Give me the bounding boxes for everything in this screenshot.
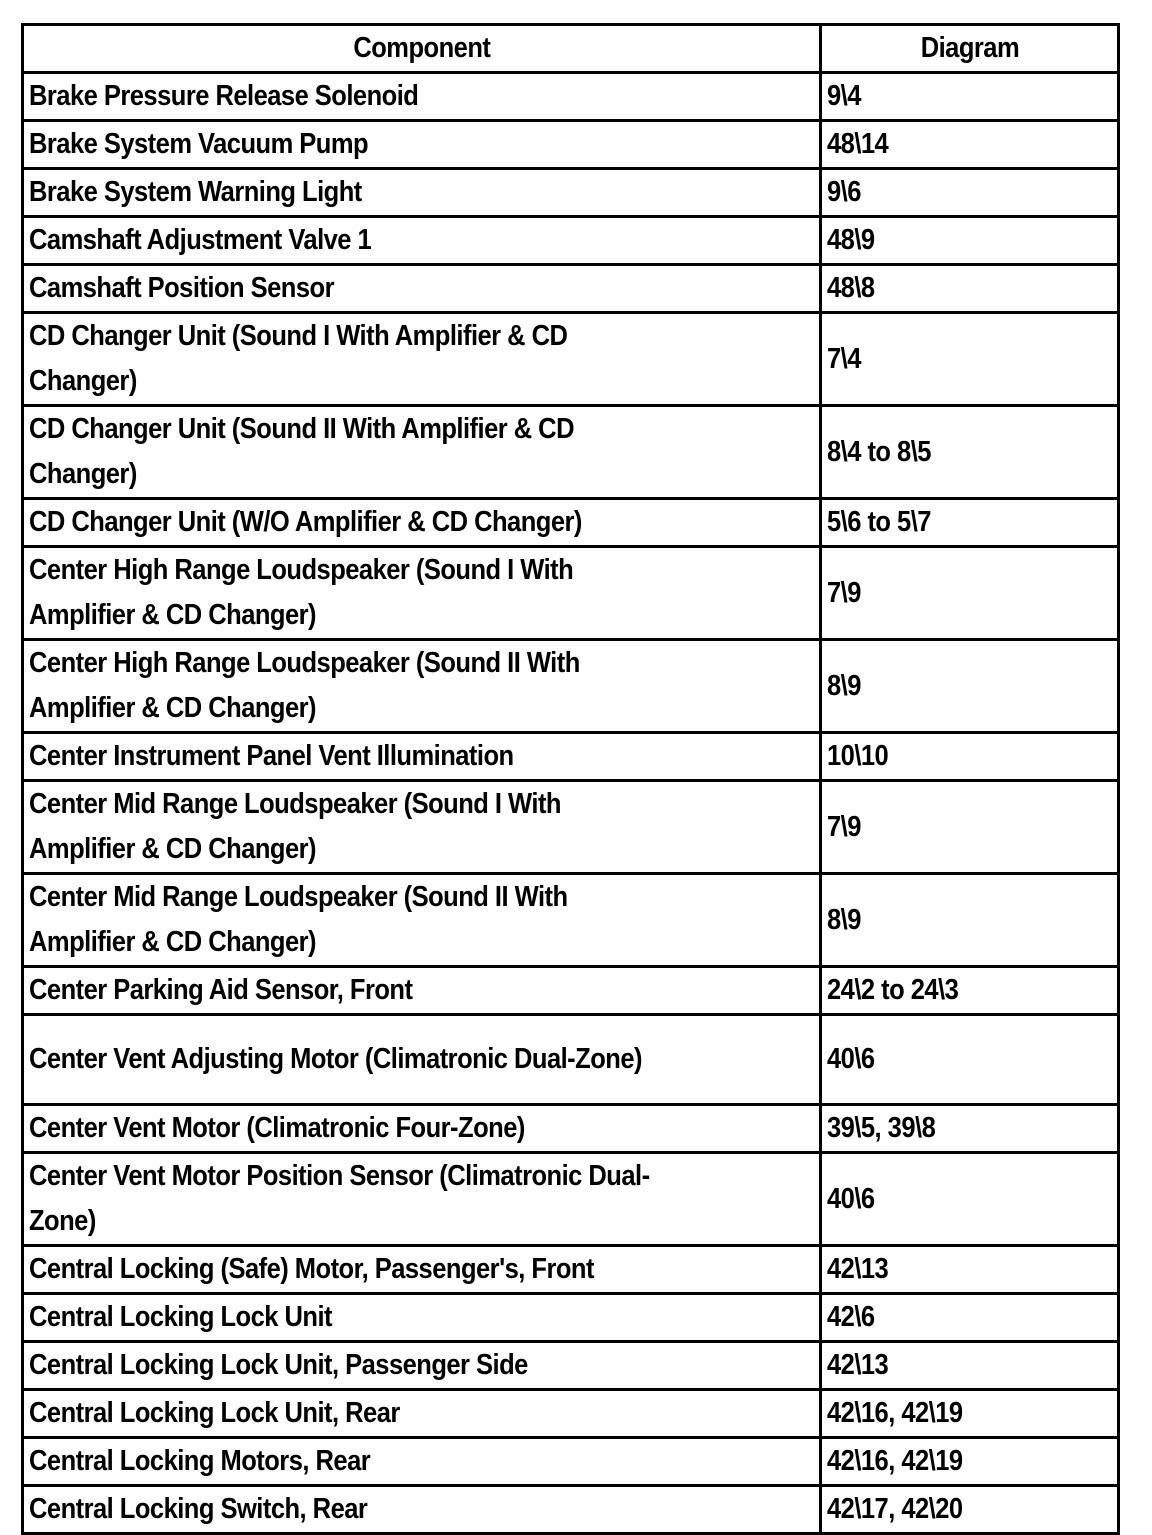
diagram-cell: 5\6 to 5\7 xyxy=(821,499,1119,547)
table-row xyxy=(23,499,1119,547)
table-row xyxy=(23,73,1119,121)
diagram-cell: 42\16, 42\19 xyxy=(821,1390,1119,1438)
table-row xyxy=(23,1246,1119,1294)
table-row xyxy=(23,1486,1119,1534)
table-row xyxy=(23,313,1119,406)
diagram-cell: 8\4 to 8\5 xyxy=(821,406,1119,499)
table-row xyxy=(23,547,1119,640)
component-cell: Center Vent Motor (Climatronic Four-Zone) xyxy=(23,1105,821,1153)
diagram-cell: 7\9 xyxy=(821,547,1119,640)
component-cell: Center Vent Motor Position Sensor (Climatronic Dual- Zone) xyxy=(23,1153,821,1246)
table-row xyxy=(23,1153,1119,1246)
diagram-cell: 8\9 xyxy=(821,640,1119,733)
diagram-cell: 7\9 xyxy=(821,781,1119,874)
diagram-cell: 40\6 xyxy=(821,1153,1119,1246)
diagram-cell: 9\4 xyxy=(821,73,1119,121)
diagram-cell: 48\8 xyxy=(821,265,1119,313)
table-row xyxy=(23,733,1119,781)
table-row xyxy=(23,640,1119,733)
table-row xyxy=(23,1015,1119,1105)
component-cell: Center Parking Aid Sensor, Front xyxy=(23,967,821,1015)
table-row xyxy=(23,1390,1119,1438)
diagram-cell: 24\2 to 24\3 xyxy=(821,967,1119,1015)
component-cell: Center Instrument Panel Vent Illumination xyxy=(23,733,821,781)
diagram-cell: 8\9 xyxy=(821,874,1119,967)
component-cell: Camshaft Adjustment Valve 1 xyxy=(23,217,821,265)
diagram-cell: 39\5, 39\8 xyxy=(821,1105,1119,1153)
diagram-cell: 7\4 xyxy=(821,313,1119,406)
component-cell: Brake System Vacuum Pump xyxy=(23,121,821,169)
component-cell: CD Changer Unit (Sound II With Amplifier & CD Changer) xyxy=(23,406,821,499)
table-row xyxy=(23,406,1119,499)
component-cell: Brake Pressure Release Solenoid xyxy=(23,73,821,121)
diagram-cell: 9\6 xyxy=(821,169,1119,217)
component-cell: Central Locking Lock Unit, Rear xyxy=(23,1390,821,1438)
diagram-cell: 10\10 xyxy=(821,733,1119,781)
component-cell: Brake System Warning Light xyxy=(23,169,821,217)
diagram-cell: 40\6 xyxy=(821,1015,1119,1105)
component-cell: Central Locking Switch, Rear xyxy=(23,1486,821,1534)
diagram-cell: 42\16, 42\19 xyxy=(821,1438,1119,1486)
component-cell: Central Locking Lock Unit, Passenger Side xyxy=(23,1342,821,1390)
table-row xyxy=(23,1105,1119,1153)
component-cell: Center High Range Loudspeaker (Sound II With Amplifier & CD Changer) xyxy=(23,640,821,733)
table-row xyxy=(23,874,1119,967)
diagram-cell: 42\6 xyxy=(821,1294,1119,1342)
table-row xyxy=(23,217,1119,265)
component-cell: Central Locking Motors, Rear xyxy=(23,1438,821,1486)
component-cell: Camshaft Position Sensor xyxy=(23,265,821,313)
header-row xyxy=(23,25,1119,73)
table-row xyxy=(23,967,1119,1015)
table-row xyxy=(23,1294,1119,1342)
diagram-cell: 42\17, 42\20 xyxy=(821,1486,1119,1534)
component-diagram-table xyxy=(21,23,1120,1535)
diagram-cell: 48\9 xyxy=(821,217,1119,265)
table-row xyxy=(23,1438,1119,1486)
table-row xyxy=(23,121,1119,169)
component-cell: Center Mid Range Loudspeaker (Sound II With Amplifier & CD Changer) xyxy=(23,874,821,967)
diagram-column-header: Diagram xyxy=(821,25,1119,73)
table-row xyxy=(23,265,1119,313)
component-cell: Central Locking Lock Unit xyxy=(23,1294,821,1342)
component-cell: CD Changer Unit (Sound I With Amplifier & CD Changer) xyxy=(23,313,821,406)
component-cell: Center Mid Range Loudspeaker (Sound I With Amplifier & CD Changer) xyxy=(23,781,821,874)
component-column-header: Component xyxy=(23,25,821,73)
diagram-cell: 42\13 xyxy=(821,1246,1119,1294)
diagram-cell: 42\13 xyxy=(821,1342,1119,1390)
component-cell: CD Changer Unit (W/O Amplifier & CD Changer) xyxy=(23,499,821,547)
component-cell: Central Locking (Safe) Motor, Passenger's, Front xyxy=(23,1246,821,1294)
diagram-cell: 48\14 xyxy=(821,121,1119,169)
table-row xyxy=(23,169,1119,217)
component-cell: Center Vent Adjusting Motor (Climatronic Dual-Zone) xyxy=(23,1015,821,1105)
table-row xyxy=(23,1342,1119,1390)
table-row xyxy=(23,781,1119,874)
component-cell: Center High Range Loudspeaker (Sound I With Amplifier & CD Changer) xyxy=(23,547,821,640)
